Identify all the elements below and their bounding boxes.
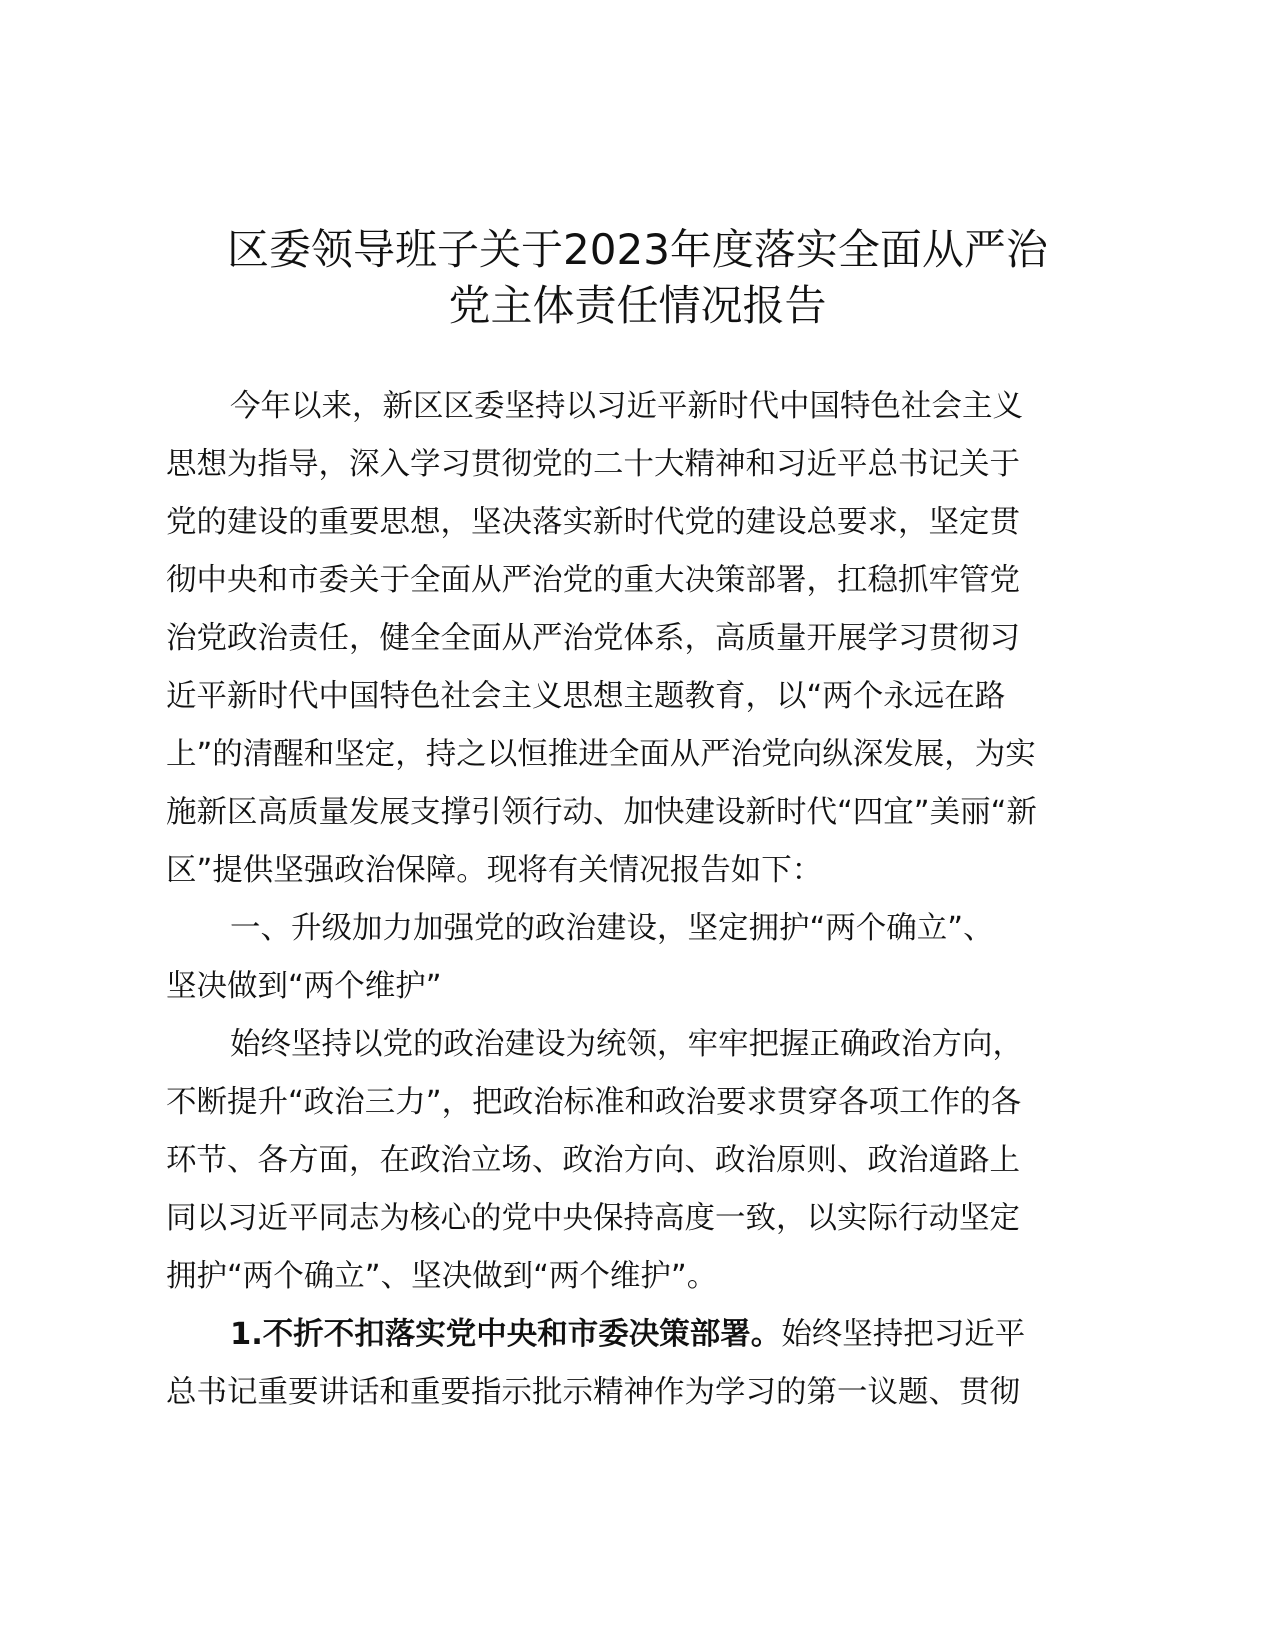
document-title [140,222,1135,334]
subsection-lead: 1.不折不扣落实党中央和市委决策部署。 [230,1317,782,1352]
text-line: 今年以来，新区区委坚持以习近平新时代中国特色社会主义 [230,389,1023,424]
text-line: 拥护“两个确立”、坚决做到“两个维护”。 [166,1259,718,1294]
text-line: 治党政治责任，健全全面从严治党体系，高质量开展学习贯彻习 [166,621,1020,656]
heading-line: 坚决做到“两个维护” [166,969,442,1004]
section-1-paragraph [166,1016,1116,1306]
text-line [166,1306,1116,1364]
heading-line: 一、升级加力加强党的政治建设，坚定拥护“两个确立”、 [230,911,994,946]
text-line: 施新区高质量发展支撑引领行动、加快建设新时代“四宜”美丽“新 [166,795,1037,830]
text-line: 上”的清醒和坚定，持之以恒推进全面从严治党向纵深发展，为实 [166,737,1036,772]
text-line: 始终坚持以党的政治建设为统领，牢牢把握正确政治方向， [230,1027,1023,1062]
document-body [166,378,1116,1422]
section-heading-1 [166,900,1116,1016]
subsection-1-paragraph [166,1306,1116,1422]
intro-paragraph [166,378,1116,900]
text-line: 不断提升“政治三力”，把政治标准和政治要求贯穿各项工作的各 [166,1085,1022,1120]
text-line: 近平新时代中国特色社会主义思想主题教育，以“两个永远在路 [166,679,1006,714]
text-line: 同以习近平同志为核心的党中央保持高度一致，以实际行动坚定 [166,1201,1020,1236]
text-line: 环节、各方面，在政治立场、政治方向、政治原则、政治道路上 [166,1143,1020,1178]
text-line: 总书记重要讲话和重要指示批示精神作为学习的第一议题、贯彻 [166,1375,1020,1410]
text-line: 彻中央和市委关于全面从严治党的重大决策部署，扛稳抓牢管党 [166,563,1020,598]
text-line: 区”提供坚强政治保障。现将有关情况报告如下： [166,853,823,888]
subsection-text: 始终坚持把习近平 [781,1317,1026,1352]
title-line-1: 区委领导班子关于2023年度落实全面从严治 [227,225,1048,274]
text-line: 思想为指导，深入学习贯彻党的二十大精神和习近平总书记关于 [166,447,1020,482]
title-line-2: 党主体责任情况报告 [448,281,827,330]
text-line: 党的建设的重要思想，坚决落实新时代党的建设总要求，坚定贯 [166,505,1020,540]
